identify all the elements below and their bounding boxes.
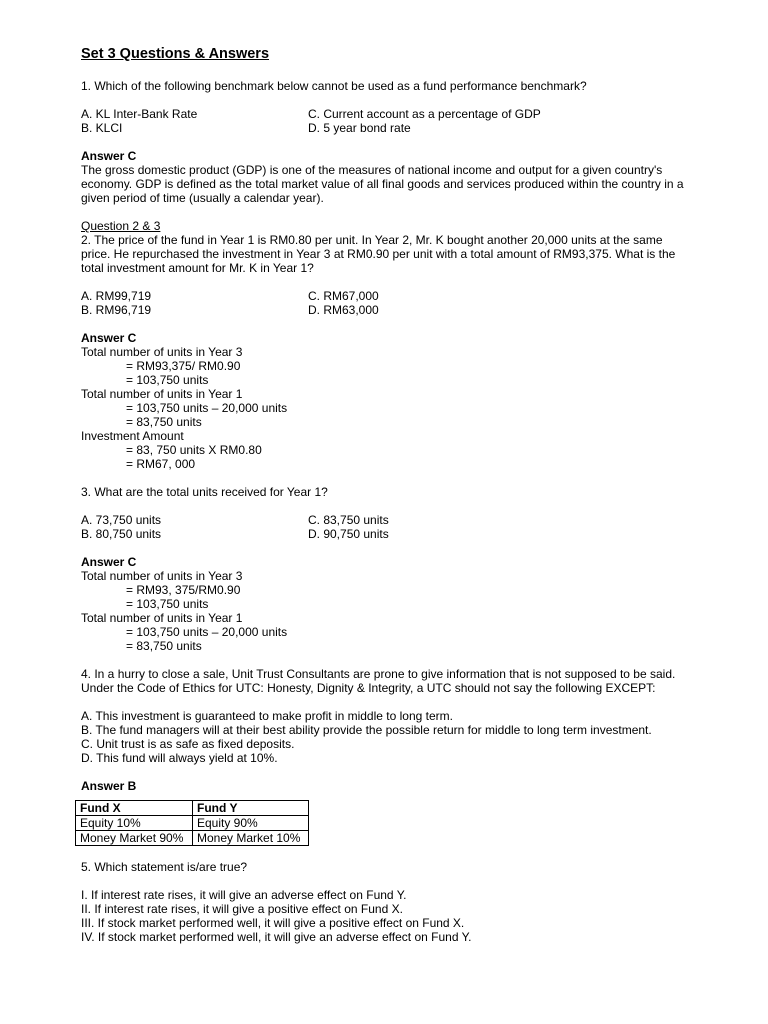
statement-line: II. If interest rate rises, it will give a positive effect on Fund X. — [81, 902, 403, 916]
question-2-working — [81, 345, 687, 471]
option-c: C. Current account as a percentage of GDP — [308, 107, 541, 121]
table-cell: Equity 90% — [193, 816, 309, 831]
question-3-text: 3. What are the total units received for Year 1? — [81, 485, 328, 499]
question-line: Under the Code of Ethics for UTC: Honesty, Dignity & Integrity, a UTC should not say the following EXCEPT: — [81, 681, 656, 695]
question-5-text: 5. Which statement is/are true? — [81, 860, 248, 874]
option-c: C. Unit trust is as safe as fixed deposits. — [81, 737, 295, 751]
working-line: Total number of units in Year 1 — [81, 387, 243, 401]
explanation-line: economy. GDP is defined as the total market value of all final goods and services produced within the country in a — [81, 177, 684, 191]
table-header-cell: Fund X — [76, 801, 193, 816]
statement-line: IV. If stock market performed well, it will give an adverse effect on Fund Y. — [81, 930, 472, 944]
working-line: Total number of units in Year 3 — [81, 345, 243, 359]
working-line: = 83,750 units — [126, 415, 202, 429]
explanation-line: The gross domestic product (GDP) is one of the measures of national income and output for a given country's — [81, 163, 663, 177]
table-row — [76, 831, 309, 846]
question-1-text: 1. Which of the following benchmark below cannot be used as a fund performance benchmark? — [81, 79, 587, 93]
option-b: B. 80,750 units — [81, 527, 162, 541]
question-1-explanation — [81, 163, 687, 205]
question-3-options — [81, 513, 687, 541]
question-1-answer: Answer C — [81, 149, 137, 163]
working-line: = RM67, 000 — [126, 457, 196, 471]
table-header-cell: Fund Y — [193, 801, 309, 816]
table-header-row — [76, 801, 309, 816]
working-line: = 103,750 units — [126, 373, 209, 387]
working-line: = 83, 750 units X RM0.80 — [126, 443, 262, 457]
option-d: D. 5 year bond rate — [308, 121, 411, 135]
option-a: A. RM99,719 — [81, 289, 152, 303]
option-a: A. This investment is guaranteed to make profit in middle to long term. — [81, 709, 453, 723]
question-2-3-heading: Question 2 & 3 — [81, 219, 161, 233]
question-2-answer: Answer C — [81, 331, 137, 345]
question-1-options — [81, 107, 687, 135]
working-line: = 103,750 units – 20,000 units — [126, 625, 288, 639]
page-title: Set 3 Questions & Answers — [81, 46, 270, 62]
option-d: D. 90,750 units — [308, 527, 389, 541]
question-line: 4. In a hurry to close a sale, Unit Trust Consultants are prone to give information that is not supposed to be said. — [81, 667, 676, 681]
table-cell: Equity 10% — [76, 816, 193, 831]
table-cell: Money Market 10% — [193, 831, 309, 846]
question-4-answer: Answer B — [81, 779, 137, 793]
working-line: = RM93,375/ RM0.90 — [126, 359, 241, 373]
working-line: Total number of units in Year 3 — [81, 569, 243, 583]
option-b: B. RM96,719 — [81, 303, 152, 317]
option-c: C. 83,750 units — [308, 513, 389, 527]
table-row — [76, 816, 309, 831]
statement-line: III. If stock market performed well, it will give a positive effect on Fund X. — [81, 916, 465, 930]
question-5-statements — [81, 888, 687, 944]
working-line: Investment Amount — [81, 429, 184, 443]
option-d: D. This fund will always yield at 10%. — [81, 751, 278, 765]
working-line: = 83,750 units — [126, 639, 202, 653]
question-line: 2. The price of the fund in Year 1 is RM0.80 per unit. In Year 2, Mr. K bought another 20,000 units at the same — [81, 233, 663, 247]
option-b: B. The fund managers will at their best ability provide the possible return for middle to long term investment. — [81, 723, 652, 737]
option-c: C. RM67,000 — [308, 289, 379, 303]
question-2-options — [81, 289, 687, 317]
working-line: Total number of units in Year 1 — [81, 611, 243, 625]
option-a: A. 73,750 units — [81, 513, 162, 527]
statement-line: I. If interest rate rises, it will give an adverse effect on Fund Y. — [81, 888, 407, 902]
question-line: total investment amount for Mr. K in Year 1? — [81, 261, 314, 275]
question-4-options — [81, 709, 687, 765]
question-2-text — [81, 233, 687, 275]
option-d: D. RM63,000 — [308, 303, 379, 317]
working-line: = RM93, 375/RM0.90 — [126, 583, 241, 597]
question-4-text — [81, 667, 687, 695]
option-b: B. KLCI — [81, 121, 123, 135]
question-line: price. He repurchased the investment in Year 3 at RM0.90 per unit with a total amount of RM93,375. What is the — [81, 247, 676, 261]
document-page — [81, 45, 687, 944]
question-3-answer: Answer C — [81, 555, 137, 569]
question-3-working — [81, 569, 687, 653]
fund-comparison-table — [75, 800, 309, 846]
working-line: = 103,750 units — [126, 597, 209, 611]
table-cell: Money Market 90% — [76, 831, 193, 846]
working-line: = 103,750 units – 20,000 units — [126, 401, 288, 415]
option-a: A. KL Inter-Bank Rate — [81, 107, 198, 121]
explanation-line: given period of time (usually a calendar year). — [81, 191, 324, 205]
